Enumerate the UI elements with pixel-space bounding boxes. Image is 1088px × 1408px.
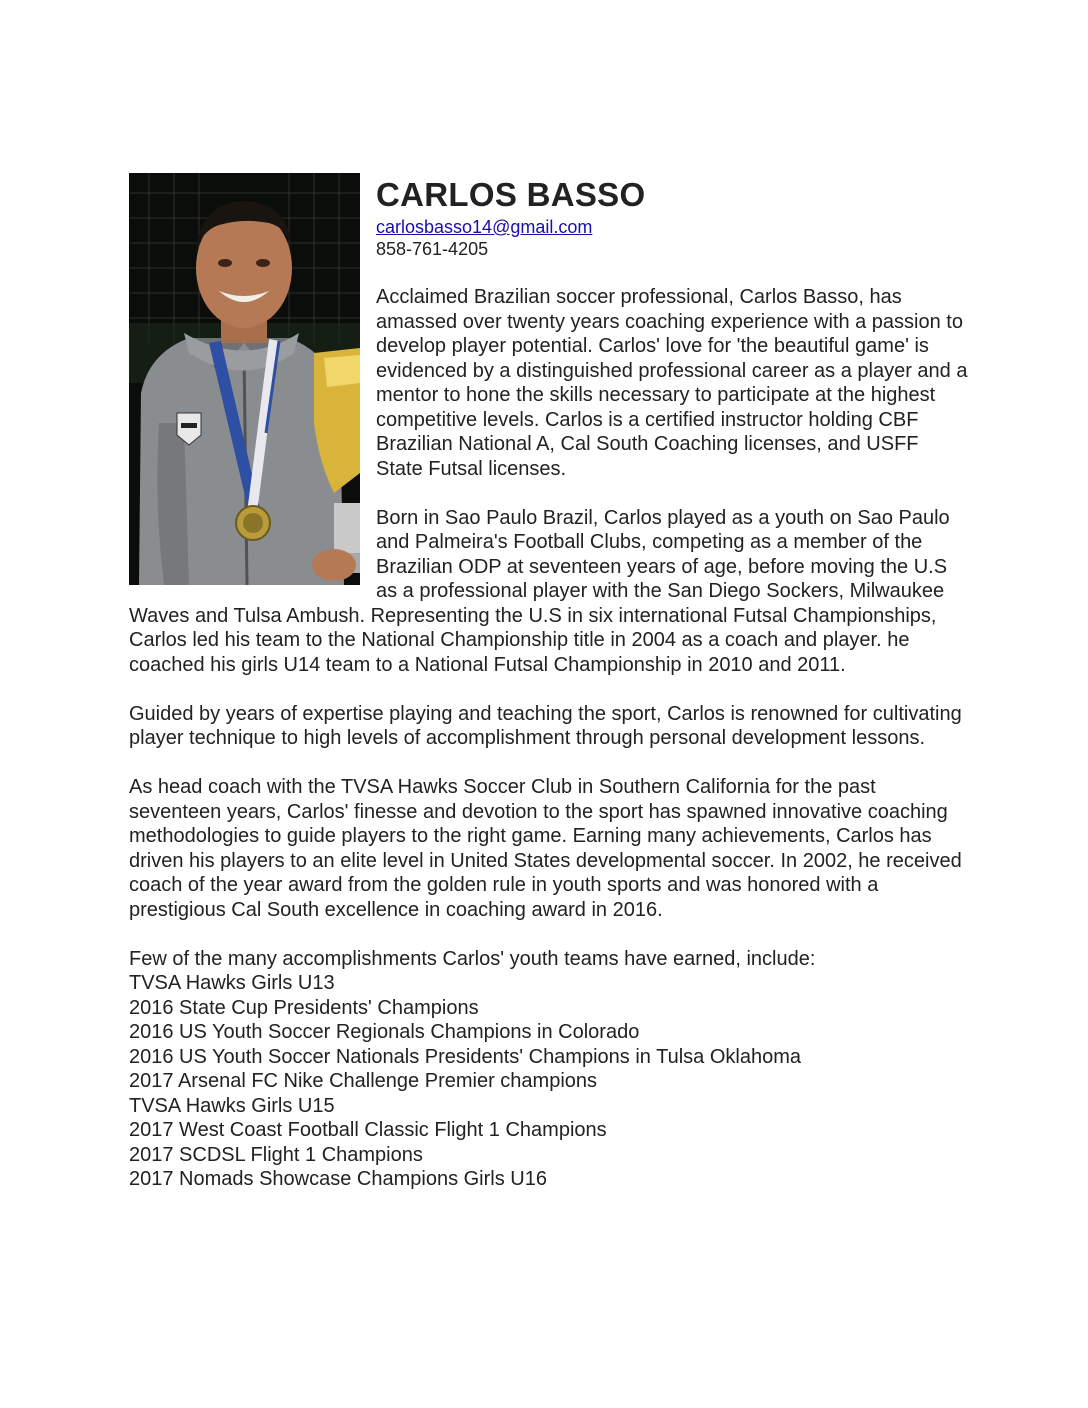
- bio-paragraph-career: Born in Sao Paulo Brazil, Carlos played as a youth on Sao Paulo and Palmeira's Football Clubs, competing as a member of the Brazilian ODP at seventeen years of age, before moving the U.S as a professional player with the San Diego Sockers, Milwaukee Waves and Tulsa Ambush. Representing the U.S in six international Futsal Championships, Carlos led his team to the National Championship title in 2004 as a coach and player. he coached his girls U14 team to a National Futsal Championship in 2010 and 2011.: [129, 506, 950, 676]
- phone-number: 858-761-4205: [376, 239, 489, 259]
- email-link[interactable]: carlosbasso14@gmail.com: [376, 217, 593, 237]
- bio-paragraph-expertise: Guided by years of expertise playing and teaching the sport, Carlos is renowned for cultivating player technique to high levels of accomplishment through personal development lessons.: [129, 702, 962, 749]
- list-item: TVSA Hawks Girls U13: [129, 972, 335, 994]
- list-item: 2016 State Cup Presidents' Champions: [129, 996, 479, 1019]
- list-item: 2017 Arsenal FC Nike Challenge Premier champions: [129, 1070, 598, 1092]
- coach-portrait-photo: [129, 173, 360, 585]
- bio-paragraph-intro: Acclaimed Brazilian soccer professional, Carlos Basso, has amassed over twenty years coaching experience with a passion to develop player potential. Carlos' love for 'the beautiful game' is evidenced by a distinguished professional career as a player and a mentor to hone the skills necessary to participate at the highest competitive levels. Carlos is a certified instructor holding CBF Brazilian National A, Cal South Coaching licenses, and USFF State Futsal licenses.: [376, 286, 968, 480]
- list-item: 2017 West Coast Football Classic Flight 1 Champions: [129, 1119, 607, 1141]
- accomplishments-intro: Few of the many accomplishments Carlos' youth teams have earned, include:: [129, 947, 816, 970]
- list-item: 2016 US Youth Soccer Nationals Presidents' Champions in Tulsa Oklahoma: [129, 1045, 801, 1068]
- bio-paragraph-head-coach: As head coach with the TVSA Hawks Soccer Club in Southern California for the past seventeen years, Carlos' finesse and devotion to the sport has spawned innovative coaching methodologies to guide players to the right game. Earning many achievements, Carlos has driven his players to an elite level in United States developmental soccer. In 2002, he received coach of the year award from the golden rule in youth sports and was honored with a prestigious Cal South excellence in coaching award in 2016.: [129, 776, 962, 921]
- person-name: CARLOS BASSO: [376, 176, 646, 213]
- list-item: TVSA Hawks Girls U15: [129, 1094, 335, 1117]
- bio-page: [129, 173, 969, 1192]
- accomplishments-list: [129, 947, 969, 1192]
- list-item: 2017 Nomads Showcase Champions Girls U16: [129, 1168, 547, 1190]
- list-item: 2017 SCDSL Flight 1 Champions: [129, 1143, 423, 1166]
- portrait-illustration: [129, 173, 360, 585]
- list-item: 2016 US Youth Soccer Regionals Champions in Colorado: [129, 1021, 640, 1043]
